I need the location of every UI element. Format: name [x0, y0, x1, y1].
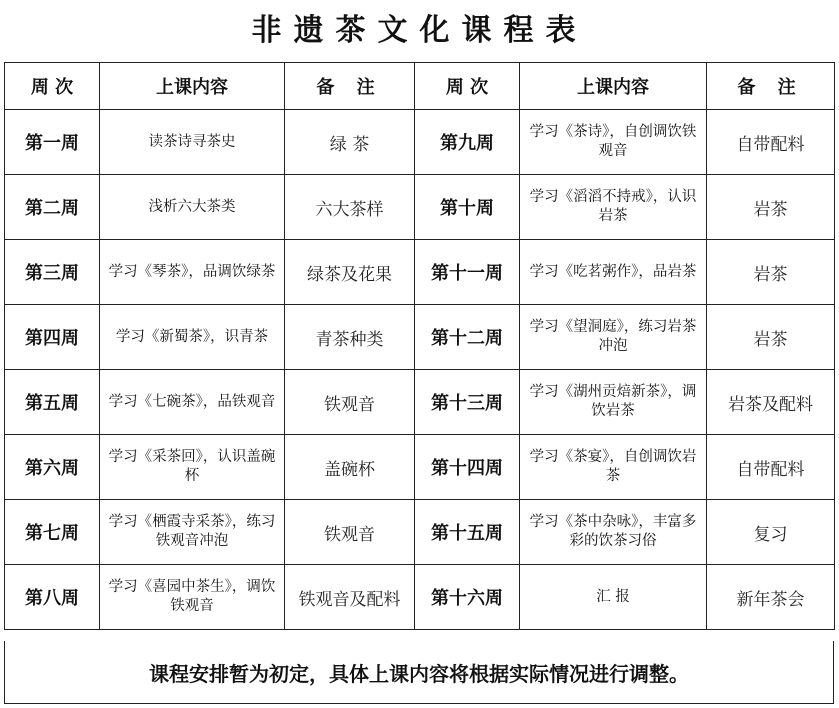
week-cell: 第三周 [5, 240, 100, 305]
note-cell: 盖碗杯 [285, 435, 415, 500]
table-row [5, 500, 835, 565]
content-cell: 学习《琴茶》，品调饮绿茶 [100, 240, 285, 305]
note-cell: 绿 茶 [285, 110, 415, 175]
week-cell: 第九周 [415, 110, 520, 175]
note-cell: 铁观音及配料 [285, 565, 415, 630]
week-cell: 第六周 [5, 435, 100, 500]
week-cell: 第十三周 [415, 370, 520, 435]
week-cell: 第十四周 [415, 435, 520, 500]
content-cell: 汇 报 [520, 565, 707, 630]
content-cell: 学习《新蜀茶》，识青茶 [100, 305, 285, 370]
week-cell: 第七周 [5, 500, 100, 565]
footer-note: 课程安排暂为初定，具体上课内容将根据实际情况进行调整。 [4, 641, 834, 704]
table-row [5, 305, 835, 370]
table-row [5, 565, 835, 630]
note-cell: 自带配料 [707, 110, 835, 175]
note-cell: 岩茶及配料 [707, 370, 835, 435]
week-cell: 第十六周 [415, 565, 520, 630]
table-row [5, 435, 835, 500]
content-cell: 学习《滔滔不持戒》，认识岩茶 [520, 175, 707, 240]
header-row [5, 63, 835, 110]
content-cell: 学习《七碗茶》，品铁观音 [100, 370, 285, 435]
week-cell: 第五周 [5, 370, 100, 435]
content-cell: 学习《采茶回》，认识盖碗杯 [100, 435, 285, 500]
note-cell: 自带配料 [707, 435, 835, 500]
content-cell: 浅析六大茶类 [100, 175, 285, 240]
week-cell: 第八周 [5, 565, 100, 630]
note-cell: 铁观音 [285, 500, 415, 565]
content-cell: 学习《喜园中茶生》，调饮铁观音 [100, 565, 285, 630]
note-cell: 新年茶会 [707, 565, 835, 630]
header-week-right: 周 次 [415, 63, 520, 110]
content-cell: 学习《茶宴》，自创调饮岩茶 [520, 435, 707, 500]
content-cell: 学习《湖州贡焙新茶》，调饮岩茶 [520, 370, 707, 435]
note-cell: 岩茶 [707, 305, 835, 370]
header-note-left: 备 注 [285, 63, 415, 110]
week-cell: 第十一周 [415, 240, 520, 305]
table-row [5, 370, 835, 435]
table-row [5, 175, 835, 240]
table-row [5, 240, 835, 305]
note-cell: 绿茶及花果 [285, 240, 415, 305]
week-cell: 第十二周 [415, 305, 520, 370]
note-cell: 铁观音 [285, 370, 415, 435]
header-content-right: 上课内容 [520, 63, 707, 110]
note-cell: 岩茶 [707, 240, 835, 305]
week-cell: 第二周 [5, 175, 100, 240]
week-cell: 第十五周 [415, 500, 520, 565]
content-cell: 读茶诗寻茶史 [100, 110, 285, 175]
content-cell: 学习《茶诗》，自创调饮铁观音 [520, 110, 707, 175]
header-content-left: 上课内容 [100, 63, 285, 110]
schedule-body [5, 63, 835, 630]
schedule-table [4, 62, 835, 630]
note-cell: 复习 [707, 500, 835, 565]
note-cell: 青茶种类 [285, 305, 415, 370]
table-row [5, 110, 835, 175]
week-cell: 第四周 [5, 305, 100, 370]
note-cell: 六大茶样 [285, 175, 415, 240]
content-cell: 学习《望洞庭》，练习岩茶冲泡 [520, 305, 707, 370]
note-cell: 岩茶 [707, 175, 835, 240]
header-note-right: 备 注 [707, 63, 835, 110]
page-title: 非遗茶文化课程表 [251, 13, 588, 48]
week-cell: 第十周 [415, 175, 520, 240]
content-cell: 学习《茶中杂咏》，丰富多彩的饮茶习俗 [520, 500, 707, 565]
content-cell: 学习《栖霞寺采茶》，练习铁观音冲泡 [100, 500, 285, 565]
week-cell: 第一周 [5, 110, 100, 175]
header-week-left: 周 次 [5, 63, 100, 110]
content-cell: 学习《吃茗粥作》，品岩茶 [520, 240, 707, 305]
